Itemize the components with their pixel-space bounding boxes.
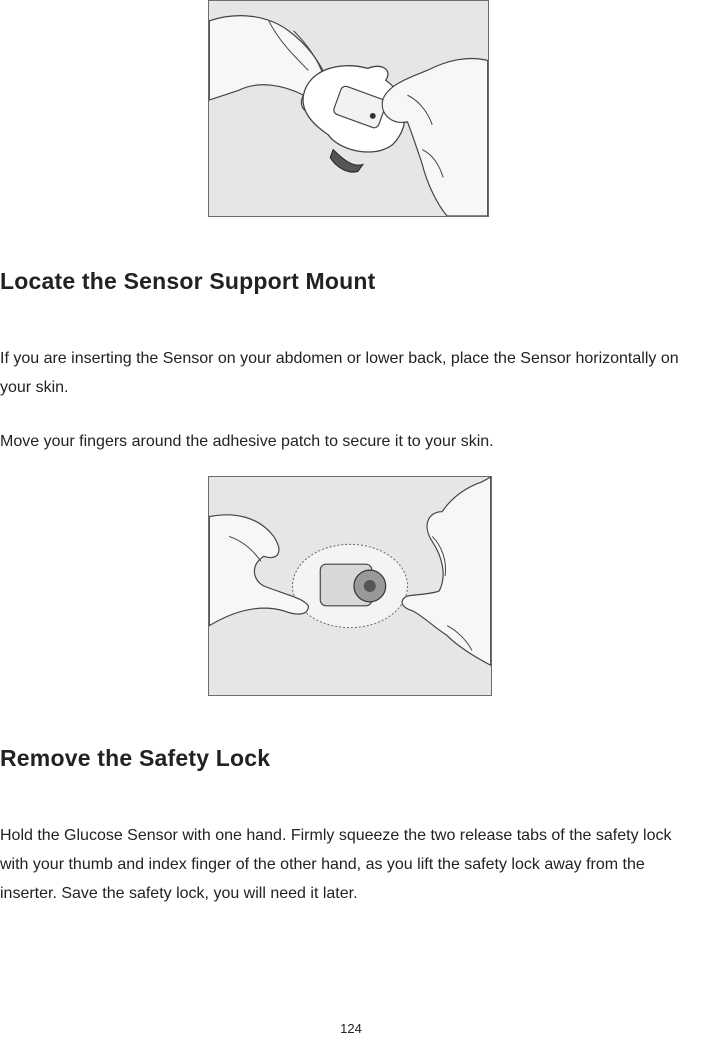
page-number: 124: [340, 1021, 362, 1036]
body-paragraph: Hold the Glucose Sensor with one hand. Firmly squeeze the two release tabs of the safety lock with your thumb and index finger of the other hand, as you lift the safety lock away from the inserter. Save the safety lock, you will need it later.: [0, 827, 672, 902]
sensor-holding-illustration: [208, 0, 489, 217]
section-heading: Locate the Sensor Support Mount: [0, 268, 376, 294]
body-paragraph: If you are inserting the Sensor on your abdomen or lower back, place the Sensor horizontally on your skin.: [0, 350, 679, 396]
body-paragraph: Move your fingers around the adhesive patch to secure it to your skin.: [0, 433, 494, 450]
section-heading: Remove the Safety Lock: [0, 745, 271, 771]
sensor-on-skin-illustration: [208, 476, 492, 696]
